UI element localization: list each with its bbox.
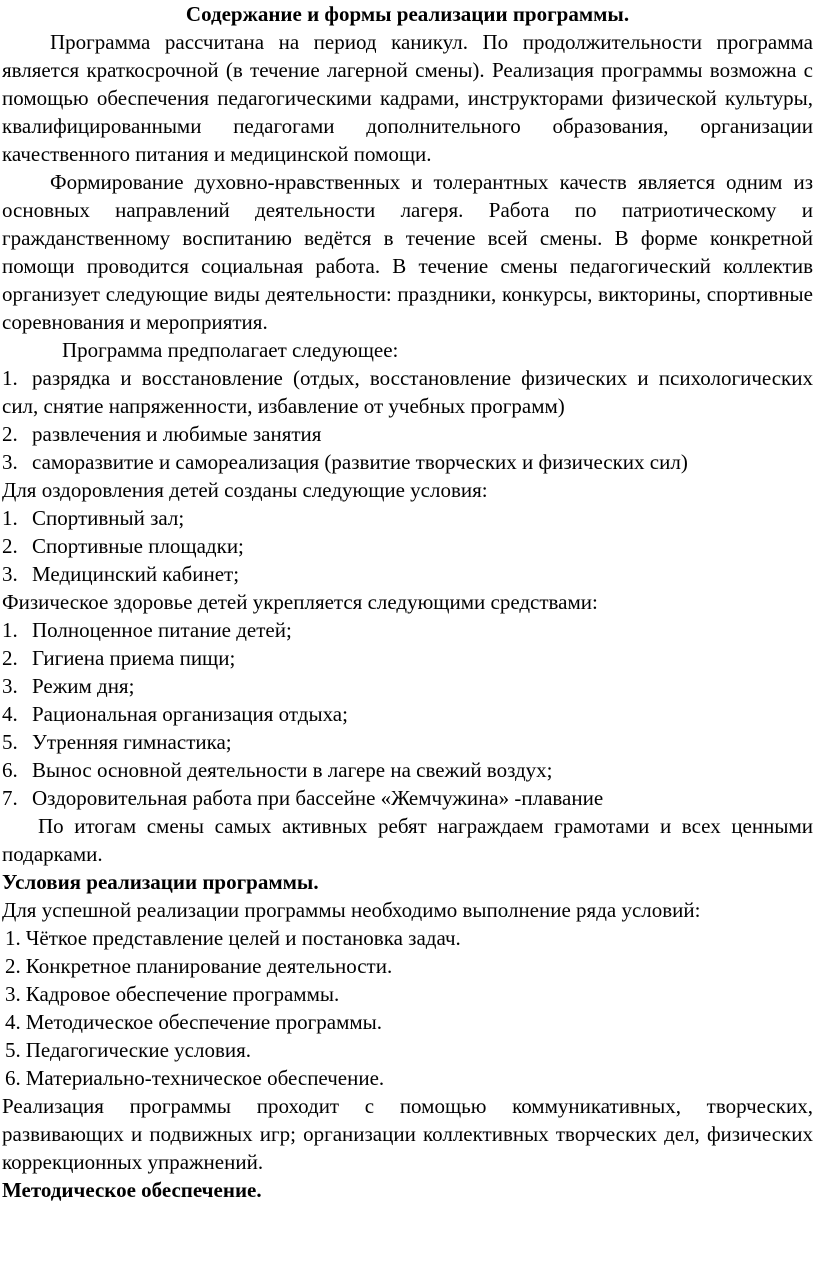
list-item-number: 1. bbox=[2, 506, 18, 530]
list-item-number: 2. bbox=[5, 954, 21, 978]
list-item bbox=[2, 448, 813, 476]
awards-paragraph: По итогам смены самых активных ребят награждаем грамотами и всех ценными подарками. bbox=[2, 814, 813, 866]
list-item-number: 7. bbox=[2, 786, 18, 810]
list-item bbox=[2, 420, 813, 448]
list-item-number: 1. bbox=[5, 926, 21, 950]
list-item-text: Утренняя гимнастика; bbox=[32, 730, 232, 754]
list-item-number: 4. bbox=[5, 1010, 21, 1034]
list-item bbox=[2, 616, 813, 644]
list-item bbox=[2, 644, 813, 672]
list-item-text: Педагогические условия. bbox=[25, 1038, 252, 1062]
list-item-number: 3. bbox=[2, 450, 18, 474]
list-item-text: Кадровое обеспечение программы. bbox=[25, 982, 340, 1006]
list-item bbox=[2, 1036, 813, 1064]
list-item-number: 5. bbox=[5, 1038, 21, 1062]
list-item-number: 5. bbox=[2, 730, 18, 754]
list-item-text: Конкретное планирование деятельности. bbox=[25, 954, 393, 978]
list-item bbox=[2, 952, 813, 980]
realization-paragraph: Реализация программы проходит с помощью коммуникативных, творческих, развивающих и подвижных игр; организации коллективных творческих дел, физических коррекционных упражнений. bbox=[2, 1094, 813, 1174]
list-item-number: 3. bbox=[2, 674, 18, 698]
program-assumes-heading: Программа предполагает следующее: bbox=[62, 338, 399, 362]
list-item-number: 3. bbox=[2, 562, 18, 586]
page-title: Содержание и формы реализации программы. bbox=[185, 2, 630, 26]
list-item bbox=[2, 728, 813, 756]
list-item bbox=[2, 504, 813, 532]
list-item-number: 2. bbox=[2, 422, 18, 446]
list-item bbox=[2, 784, 813, 812]
methodical-heading: Методическое обеспечение. bbox=[2, 1178, 262, 1202]
health-means-heading: Физическое здоровье детей укрепляется следующими средствами: bbox=[2, 590, 598, 614]
list-item-number: 6. bbox=[5, 1066, 21, 1090]
impl-conditions-list bbox=[2, 924, 813, 1092]
list-item-text: Оздоровительная работа при бассейне «Жемчужина» -плавание bbox=[32, 786, 604, 810]
list-item bbox=[2, 756, 813, 784]
list-item bbox=[2, 560, 813, 588]
list-item bbox=[2, 980, 813, 1008]
list-item bbox=[2, 672, 813, 700]
program-assumes-list bbox=[2, 364, 813, 476]
list-item-number: 4. bbox=[2, 702, 18, 726]
list-item-text: саморазвитие и самореализация (развитие творческих и физических сил) bbox=[32, 450, 688, 474]
list-item bbox=[2, 1064, 813, 1092]
list-item-number: 2. bbox=[2, 646, 18, 670]
list-item bbox=[2, 1008, 813, 1036]
list-item-text: Чёткое представление целей и постановка задач. bbox=[25, 926, 461, 950]
list-item bbox=[2, 924, 813, 952]
list-item-text: Гигиена приема пищи; bbox=[32, 646, 236, 670]
list-item bbox=[2, 364, 813, 420]
health-means-list bbox=[2, 616, 813, 812]
list-item-text: Материально-техническое обеспечение. bbox=[25, 1066, 385, 1090]
list-item-number: 3. bbox=[5, 982, 21, 1006]
list-item-text: Спортивные площадки; bbox=[32, 534, 244, 558]
list-item bbox=[2, 532, 813, 560]
impl-conditions-lead: Для успешной реализации программы необходимо выполнение ряда условий: bbox=[2, 898, 701, 922]
list-item-text: разрядка и восстановление (отдых, восстановление физических и психологических сил, снятие напряженности, избавление от учебных программ) bbox=[2, 366, 813, 418]
list-item-number: 1. bbox=[2, 618, 18, 642]
list-item bbox=[2, 700, 813, 728]
list-item-text: Вынос основной деятельности в лагере на свежий воздух; bbox=[32, 758, 553, 782]
formation-paragraph: Формирование духовно-нравственных и толерантных качеств является одним из основных направлений деятельности лагеря. Работа по патриотическому и гражданственному воспитанию ведётся в течение всей смены. В форме конкретной помощи проводится социальная работа. В течение смены педагогический коллектив организует следующие виды деятельности: праздники, конкурсы, викторины, спортивные соревнования и мероприятия. bbox=[2, 170, 813, 334]
impl-conditions-heading: Условия реализации программы. bbox=[2, 870, 319, 894]
list-item-text: Полноценное питание детей; bbox=[32, 618, 292, 642]
list-item-text: развлечения и любимые занятия bbox=[32, 422, 322, 446]
list-item-number: 2. bbox=[2, 534, 18, 558]
list-item-text: Методическое обеспечение программы. bbox=[25, 1010, 383, 1034]
conditions-list bbox=[2, 504, 813, 588]
list-item-text: Рациональная организация отдыха; bbox=[32, 702, 348, 726]
list-item-number: 1. bbox=[2, 366, 18, 390]
list-item-number: 6. bbox=[2, 758, 18, 782]
list-item-text: Медицинский кабинет; bbox=[32, 562, 240, 586]
list-item-text: Режим дня; bbox=[32, 674, 135, 698]
list-item-text: Спортивный зал; bbox=[32, 506, 185, 530]
intro-paragraph: Программа рассчитана на период каникул. По продолжительности программа является краткосрочной (в течение лагерной смены). Реализация программы возможна с помощью обеспечения педагогическими кадрами, инструкторами физической культуры, квалифицированными педагогами дополнительного образования, организации качественного питания и медицинской помощи. bbox=[2, 30, 813, 166]
conditions-heading: Для оздоровления детей созданы следующие условия: bbox=[2, 478, 488, 502]
